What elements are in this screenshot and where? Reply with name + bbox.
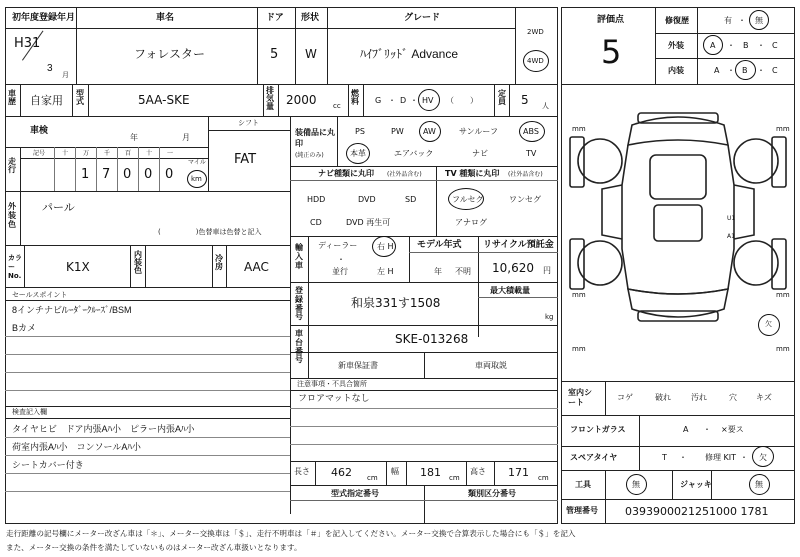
- ac-label: 冷房: [215, 254, 223, 271]
- recycle-value: 10,620: [492, 261, 534, 275]
- diagram-ka: 欠: [765, 320, 772, 328]
- model-value: 5AA-SKE: [138, 93, 190, 107]
- height-unit: cm: [538, 474, 549, 482]
- interior-grade-c: C: [772, 66, 778, 75]
- spare-tire-none: 欠: [759, 453, 767, 462]
- mileage-symbol-label: 記号: [33, 150, 46, 157]
- seat-scratch: キズ: [756, 393, 772, 402]
- equipment-sub-label: (純正のみ): [295, 152, 324, 159]
- tools-value: 無: [632, 480, 640, 489]
- navi-dvd-play: DVD 再生可: [346, 218, 391, 227]
- diagram-mm-ml: mm: [572, 345, 586, 353]
- model-year-unknown: 不明: [455, 267, 471, 276]
- tv-analog: アナログ: [455, 218, 487, 227]
- shift-label: シフト: [238, 119, 259, 127]
- interior-grade-label: 内装: [668, 66, 684, 75]
- chassis-value: SKE-013268: [395, 332, 469, 346]
- exterior-grade-label: 外装: [668, 41, 684, 50]
- exterior-color-label: 外装色: [8, 202, 16, 229]
- height-label: 高さ: [470, 467, 486, 476]
- car-name-label: 車名: [156, 13, 175, 23]
- width-unit: cm: [449, 474, 460, 482]
- import-label: 輸入車: [295, 243, 303, 270]
- recycle-label: リサイクル預託金: [483, 240, 554, 250]
- equip-sunroof: サンルーフ: [459, 127, 498, 136]
- interior-seat-label: 室内シート: [568, 388, 592, 408]
- equip-navi: ナビ: [472, 149, 488, 158]
- diagram-mm-bl: mm: [572, 291, 586, 299]
- length-label: 長さ: [294, 467, 310, 476]
- registration-value: 和泉331す1508: [351, 296, 441, 310]
- drive-4wd: 4WD: [527, 57, 544, 65]
- footer-line-1: 走行距離の記号欄にメーター改ざん車は「＊」、メーター交換車は「＄」、走行不明車は「＃」を記入してください。メーター交換で合算表示した場合にも「＄」を記入: [6, 529, 576, 538]
- management-label: 管理番号: [566, 506, 598, 515]
- car-name: フォレスター: [134, 47, 206, 61]
- equip-airbag: エアバック: [394, 149, 434, 158]
- equip-aw: AW: [423, 127, 436, 136]
- door-label: ドア: [266, 13, 284, 23]
- navi-hdd: HDD: [307, 195, 326, 204]
- length-value: 462: [331, 466, 352, 479]
- first-reg-year: H31: [14, 36, 41, 51]
- mileage-digit: 0: [165, 167, 174, 182]
- equip-ps: PS: [355, 127, 365, 136]
- windshield-x: ×要ス: [721, 425, 744, 434]
- manual-label: 車両取説: [475, 361, 507, 370]
- inspection-month-unit: 月: [182, 133, 190, 142]
- model-year-unit: 年: [434, 267, 442, 276]
- tv-label: TV 種類に丸印: [445, 169, 500, 178]
- notes-value: フロアマットなし: [298, 393, 370, 403]
- navi-sub-label: (社外品含む): [387, 171, 422, 178]
- fuel-d: D: [400, 96, 407, 105]
- tv-sub-label: (社外品含む): [508, 171, 543, 178]
- equip-abs: ABS: [523, 127, 539, 136]
- width-label: 幅: [391, 467, 399, 476]
- year-label: 初年度登録年月: [12, 13, 76, 23]
- mileage-digit: 1: [81, 167, 90, 182]
- footer-line-2: また、メーター交換の条件を満たしていないものはメーター改ざん車扱いとなります。: [6, 543, 302, 552]
- interior-grade-a: A: [714, 66, 720, 75]
- mileage-unit-header: 十: [62, 150, 69, 157]
- diagram-mm-mr: mm: [776, 345, 790, 353]
- shift-value: FAT: [234, 152, 257, 167]
- shape-label: 形状: [301, 13, 320, 23]
- drive-2wd: 2WD: [527, 28, 544, 36]
- use-label: 車歴: [8, 89, 16, 106]
- repair-label: 修復歴: [665, 16, 689, 25]
- mileage-digit: 0: [144, 167, 153, 182]
- color-code-label: カラーNo.: [8, 254, 22, 281]
- notes-label: 注意事項・不具合箇所: [297, 380, 367, 388]
- evaluation-score: 5: [601, 33, 622, 71]
- interior-color-label: 内装色: [134, 250, 142, 275]
- mileage-unit-header: 十: [146, 150, 153, 157]
- repair-no: 無: [755, 16, 763, 25]
- equipment-label: 装備品に丸印: [295, 128, 335, 148]
- inspection-label: 車検: [30, 126, 49, 136]
- seat-hole: 穴: [729, 393, 737, 402]
- max-load-unit: kg: [545, 313, 554, 321]
- mileage-unit-header: 万: [83, 150, 90, 157]
- tv-oneseg: ワンセグ: [509, 195, 541, 204]
- inspector-line-3: シートカバー付き: [12, 460, 84, 470]
- tv-fullseg: フルセグ: [452, 195, 484, 204]
- height-value: 171: [508, 466, 529, 479]
- capacity-label: 定員: [498, 89, 506, 106]
- inspection-year-unit: 年: [130, 133, 138, 142]
- exterior-grade-a: A: [710, 41, 716, 50]
- exterior-grade-b: B: [743, 41, 749, 50]
- max-load-label: 最大積載量: [490, 286, 530, 295]
- displacement-value: 2000: [286, 93, 317, 107]
- fuel-g: G: [375, 96, 382, 105]
- interior-grade-b: B: [742, 66, 748, 75]
- length-unit: cm: [367, 474, 378, 482]
- import-left-h: 左 H: [377, 267, 394, 276]
- category-label: 類別区分番号: [468, 489, 516, 498]
- month-unit: 月: [62, 71, 69, 79]
- navi-cd: CD: [310, 218, 322, 227]
- import-right-h: 右 H: [377, 242, 394, 251]
- fuel-other: （ ）: [446, 96, 478, 105]
- model-label: 型式: [76, 89, 84, 106]
- exterior-grade-c: C: [772, 41, 778, 50]
- windshield-dot: ・: [703, 425, 711, 434]
- mileage-digit: 7: [102, 167, 111, 182]
- spare-tire-label: スペアタイヤ: [570, 453, 618, 462]
- diagram-mm-br: mm: [776, 291, 790, 299]
- seat-stain: 汚れ: [691, 393, 707, 402]
- ac-value: AAC: [244, 260, 269, 274]
- exterior-color-value: パール: [42, 202, 75, 214]
- km-label: km: [191, 175, 202, 183]
- navi-label: ナビ種類に丸印: [318, 169, 374, 178]
- use-value: 自家用: [30, 94, 63, 107]
- spare-tire-kit: 修理 KIT: [705, 453, 737, 462]
- displacement-label: 排気量: [266, 86, 274, 111]
- seat-burn: コゲ: [617, 393, 633, 402]
- navi-dvd: DVD: [358, 195, 376, 204]
- grade-label: グレード: [404, 13, 441, 23]
- recycle-unit: 円: [543, 266, 551, 275]
- cc-unit: cc: [333, 102, 341, 110]
- color-code-value: K1X: [66, 260, 90, 274]
- mileage-unit-header: 一: [167, 150, 174, 157]
- windshield-label: フロントガラス: [570, 425, 626, 434]
- chassis-label: 車台番号: [295, 329, 303, 365]
- mileage-unit-header: 千: [104, 150, 111, 157]
- capacity-value: 5: [521, 93, 529, 107]
- mile-label: マイル: [188, 159, 206, 166]
- model-year-label: モデル年式: [417, 240, 462, 250]
- sales-point-line-2: Bカメ: [12, 323, 37, 333]
- navi-sd: SD: [405, 195, 417, 204]
- shape-value: W: [305, 47, 317, 61]
- diagram-u1: U1: [727, 215, 736, 222]
- color-change-note: ( )色替車は色替と記入: [158, 228, 262, 236]
- jack-value: 無: [755, 480, 763, 489]
- import-dealer: ディーラー: [318, 241, 358, 250]
- evaluation-label: 評価点: [597, 15, 625, 25]
- registration-label: 登録番号: [295, 286, 303, 322]
- inspector-line-2: 荷室内張Aﾊ小 コンソールAﾊ小: [12, 442, 141, 452]
- inspector-line-1: タイヤヒビ ドア内張Aﾊ小 ピラー内張Aﾊ小: [12, 424, 195, 434]
- diagram-mm-tr: mm: [776, 125, 790, 133]
- inspector-label: 検査記入欄: [12, 408, 47, 416]
- mileage-label: 走行: [8, 157, 16, 174]
- diagram-mm-tl: mm: [572, 125, 586, 133]
- warranty-label: 新車保証書: [338, 361, 378, 370]
- sales-point-line-1: 8インチナビ/ﾚｰﾀﾞｰｸﾙｰｽﾞ/BSM: [12, 305, 132, 315]
- windshield-a: A: [683, 425, 689, 434]
- fuel-label: 燃料: [351, 89, 359, 106]
- equip-tv: TV: [526, 149, 537, 158]
- sales-point-label: セールスポイント: [12, 291, 68, 299]
- equip-leather: 本革: [350, 149, 366, 158]
- seat-tear: 破れ: [655, 393, 671, 402]
- capacity-unit: 人: [542, 102, 549, 110]
- diagram-a1: A1: [727, 233, 735, 240]
- equip-pw: PW: [391, 127, 404, 136]
- width-value: 181: [420, 466, 441, 479]
- car-damage-diagram: [562, 85, 794, 381]
- mileage-digit: 0: [123, 167, 132, 182]
- import-parallel: 並行: [332, 267, 348, 276]
- management-value: 0393900021251000 1781: [625, 505, 769, 518]
- spare-tire-t: T: [662, 453, 667, 462]
- first-reg-month: 3: [47, 63, 53, 74]
- fuel-hv: HV: [422, 96, 434, 105]
- grade-value: ﾊｲﾌﾞﾘｯﾄﾞ Advance: [360, 47, 459, 61]
- jack-label: ジャッキ: [680, 480, 712, 489]
- repair-yes: 有: [724, 16, 732, 25]
- tools-label: 工具: [575, 480, 591, 489]
- mileage-unit-header: 百: [125, 150, 132, 157]
- doors-value: 5: [270, 47, 279, 62]
- type-designation-label: 型式指定番号: [331, 489, 379, 498]
